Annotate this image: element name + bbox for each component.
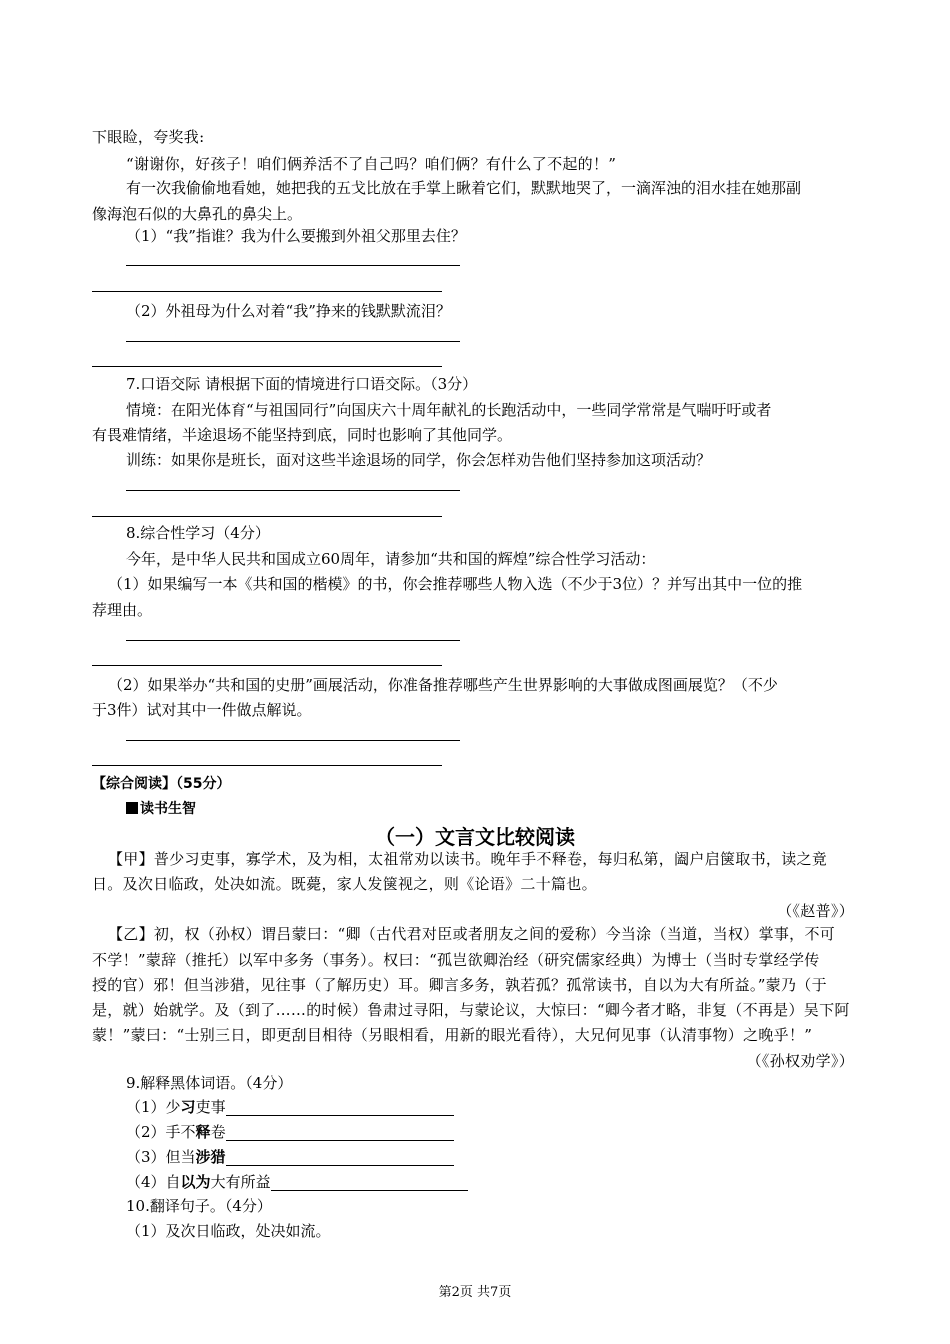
answer-blank[interactable] (226, 1125, 454, 1141)
subsection-header (126, 800, 196, 818)
page-number: 第2页 共7页 (438, 1285, 512, 1300)
question-7-situation: 情境：在阳光体育“与祖国同行”向国庆六十周年献礼的长跑活动中，一些同学常常是气喘吁吁或者 (126, 401, 772, 419)
question-8-1: （1）如果编写一本《共和国的楷模》的书，你会推荐哪些人物入选（不少于3位）？并写出其中一位的推 (108, 575, 803, 593)
reading-title: （一）文言文比较阅读 (375, 825, 575, 849)
bold-word: 习 (180, 1098, 196, 1116)
question-8-1: 荐理由。 (92, 601, 153, 619)
black-square-icon (126, 802, 138, 814)
item-text: （1）少 (126, 1098, 181, 1116)
passage-line: 有一次我偷偷地看她，她把我的五戈比放在手掌上瞅着它们，默默地哭了，一滴浑浊的泪水挂在她那副 (126, 179, 802, 197)
question-6-2: （2）外祖母为什么对着“我”挣来的钱默默流泪？ (126, 302, 451, 320)
question-8-2: （2）如果举办“共和国的史册”画展活动，你准备推荐哪些产生世界影响的大事做成图画展览？（不少 (108, 676, 778, 694)
passage-yi: 授的官）邪！但当涉猎，见往事（了解历史）耳。卿言多务，孰若孤？孤常读书，自以为大有所益。”蒙乃（于 (92, 976, 827, 994)
item-text: （2）手不 (126, 1123, 196, 1141)
passage-yi: 不学！”蒙辞（推托）以军中多务（事务）。权曰：“孤岂欲卿治经（研究儒家经典）为博士（当时专掌经学传 (92, 951, 820, 969)
item-text: 吏事 (195, 1098, 226, 1116)
answer-line[interactable] (126, 740, 460, 741)
question-8-title: 8.综合性学习（4分） (126, 524, 270, 542)
item-text: （3）但当 (126, 1148, 196, 1166)
passage-yi: 蒙！”蒙曰：“士别三日，即更刮目相待（另眼相看，用新的眼光看待），大兄何见事（认清事物）之晚乎！” (92, 1026, 813, 1044)
answer-line[interactable] (126, 640, 460, 641)
question-8-2: 于3件）试对其中一件做点解说。 (92, 701, 312, 719)
question-9-item (126, 1173, 468, 1191)
answer-line[interactable] (92, 291, 442, 292)
question-9-title: 9.解释黑体词语。（4分） (126, 1074, 293, 1092)
answer-line[interactable] (126, 265, 460, 266)
bold-word: 以为 (180, 1173, 211, 1191)
passage-jia-source: （《赵普》） (777, 902, 854, 920)
question-7-task: 训练：如果你是班长，面对这些半途退场的同学，你会怎样劝告他们坚持参加这项活动？ (126, 451, 712, 469)
item-text: 大有所益 (210, 1173, 271, 1191)
question-9-item (126, 1123, 454, 1141)
answer-line[interactable] (126, 341, 460, 342)
question-9-item (126, 1148, 454, 1166)
question-8-intro: 今年，是中华人民共和国成立60周年，请参加“共和国的辉煌”综合性学习活动： (126, 550, 656, 568)
question-10-1: （1）及次日临政，处决如流。 (126, 1222, 331, 1240)
section-header: 【综合阅读】（55分） (92, 776, 231, 792)
subsection-label: 读书生智 (140, 801, 196, 817)
bold-word: 释 (195, 1123, 211, 1141)
question-10-title: 10.翻译句子。（4分） (126, 1197, 272, 1215)
passage-jia: 日。及次日临政，处决如流。既薨，家人发箧视之，则《论语》二十篇也。 (92, 875, 597, 893)
passage-yi: 【乙】初，权（孙权）谓吕蒙曰：“卿（古代君对臣或者朋友之间的爱称）今当涂（当道，当权）掌事，不可 (108, 925, 836, 943)
item-text: （4）自 (126, 1173, 181, 1191)
answer-blank[interactable] (226, 1100, 454, 1116)
passage-yi-source: （《孙权劝学》） (746, 1052, 854, 1070)
question-7-title: 7.口语交际 请根据下面的情境进行口语交际。（3分） (126, 375, 478, 393)
passage-line: 下眼睑，夸奖我: (92, 128, 205, 146)
answer-line[interactable] (92, 665, 442, 666)
answer-line[interactable] (92, 765, 442, 766)
question-6-1: （1）“我”指谁？我为什么要搬到外祖父那里去住？ (126, 227, 466, 245)
passage-line: “谢谢你，好孩子！咱们俩养活不了自己吗？咱们俩？有什么了不起的！” (126, 155, 617, 173)
bold-word: 涉猎 (195, 1148, 226, 1166)
passage-line: 像海泡石似的大鼻孔的鼻尖上。 (92, 205, 303, 223)
question-7-situation: 有畏难情绪，半途退场不能坚持到底，同时也影响了其他同学。 (92, 426, 513, 444)
passage-yi: 是，就）始就学。及（到了……的时候）鲁肃过寻阳，与蒙论议，大惊曰：“卿今者才略，非复（不再是）吴下阿 (92, 1001, 850, 1019)
answer-blank[interactable] (271, 1175, 468, 1191)
answer-line[interactable] (92, 366, 442, 367)
answer-line[interactable] (126, 490, 460, 491)
passage-jia: 【甲】普少习吏事，寡学术，及为相，太祖常劝以读书。晚年手不释卷，每归私第，阖户启箧取书，读之竟 (108, 850, 828, 868)
question-9-item (126, 1098, 454, 1116)
item-text: 卷 (210, 1123, 226, 1141)
answer-blank[interactable] (226, 1150, 454, 1166)
answer-line[interactable] (92, 516, 442, 517)
